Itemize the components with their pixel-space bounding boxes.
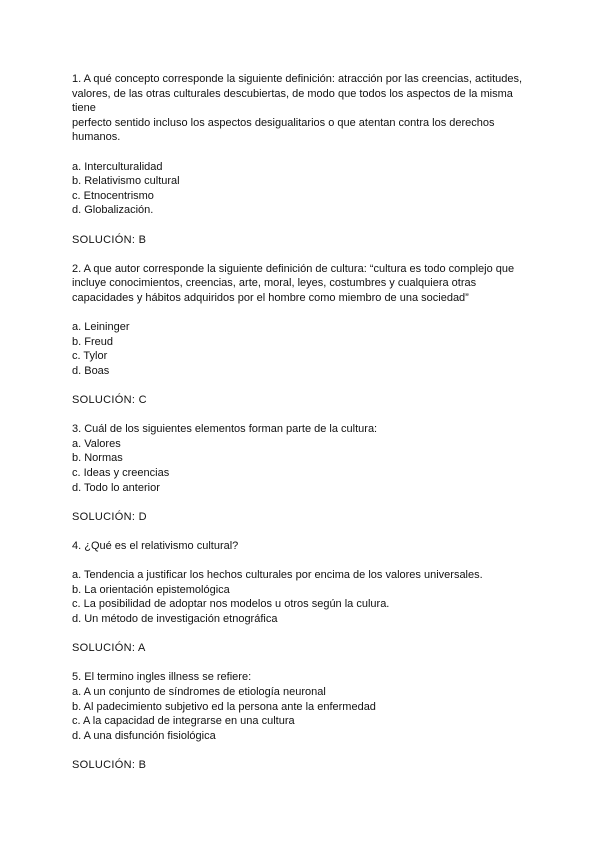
question-5-prompt-line: 5. El termino ingles illness se refiere: [72,671,252,684]
question-1-prompt-line: tiene [72,102,96,115]
question-4-prompt-line: 4. ¿Qué es el relativismo cultural? [72,540,239,552]
question-2-prompt-line: capacidades y hábitos adquiridos por el hombre como miembro de una sociedad” [72,291,469,304]
question-2-option-a: a. Leininger [72,321,130,334]
question-5-option-d: d. A una disfunción fisiológica [72,729,216,742]
question-4-option-d: d. Un método de investigación etnográfica [72,612,278,625]
question-1-prompt-line: perfecto sentido incluso los aspectos desigualitarios o que atentan contra los derechos [72,116,495,129]
question-2-option-c: c. Tylor [72,350,108,363]
question-3 [72,422,532,524]
question-5-option-a: a. A un conjunto de síndromes de etiología neuronal [72,685,326,698]
question-1-prompt-line: humanos. [72,131,121,144]
question-5 [72,670,532,772]
question-3-option-d: d. Todo lo anterior [72,481,160,494]
question-4-option-c: c. La posibilidad de adoptar nos modelos u otros según la culura. [72,598,390,611]
question-4-solution: SOLUCIÓN: A [72,642,146,655]
document-page [72,72,532,773]
question-2-prompt-line: 2. A que autor corresponde la siguiente definición de cultura: “cultura es todo complejo que [72,262,515,275]
question-3-option-a: a. Valores [72,437,121,450]
question-1-option-c: c. Etnocentrismo [72,189,154,202]
question-4-option-b: b. La orientación epistemológica [72,583,230,596]
question-2-option-b: b. Freud [72,335,113,348]
question-1-solution: SOLUCIÓN: B [72,233,147,246]
question-3-solution: SOLUCIÓN: D [72,510,147,523]
question-3-option-c: c. Ideas y creencias [72,467,170,480]
question-5-solution: SOLUCIÓN: B [72,758,147,771]
question-4 [72,539,532,656]
question-1-prompt-line: valores, de las otras culturales descubiertas, de modo que todos los aspectos de la misma [72,87,513,100]
question-1-option-a: a. Interculturalidad [72,160,163,173]
question-3-prompt-line: 3. Cuál de los siguientes elementos forman parte de la cultura: [72,423,378,436]
question-1-prompt-line: 1. A qué concepto corresponde la siguiente definición: atracción por las creencias, actitudes, [72,73,523,85]
question-4-option-a: a. Tendencia a justificar los hechos culturales por encima de los valores universales. [72,569,483,582]
question-1 [72,72,532,247]
question-1-option-b: b. Relativismo cultural [72,175,180,188]
question-3-option-b: b. Normas [72,452,123,465]
question-5-option-c: c. A la capacidad de integrarse en una cultura [72,715,295,728]
question-2-solution: SOLUCIÓN: C [72,394,147,407]
question-2-option-d: d. Boas [72,364,110,377]
question-2 [72,262,532,408]
question-2-prompt-line: incluye conocimientos, creencias, arte, moral, leyes, costumbres y cualquiera otras [72,277,477,290]
question-5-option-b: b. Al padecimiento subjetivo ed la persona ante la enfermedad [72,700,376,713]
question-1-option-d: d. Globalización. [72,204,154,217]
